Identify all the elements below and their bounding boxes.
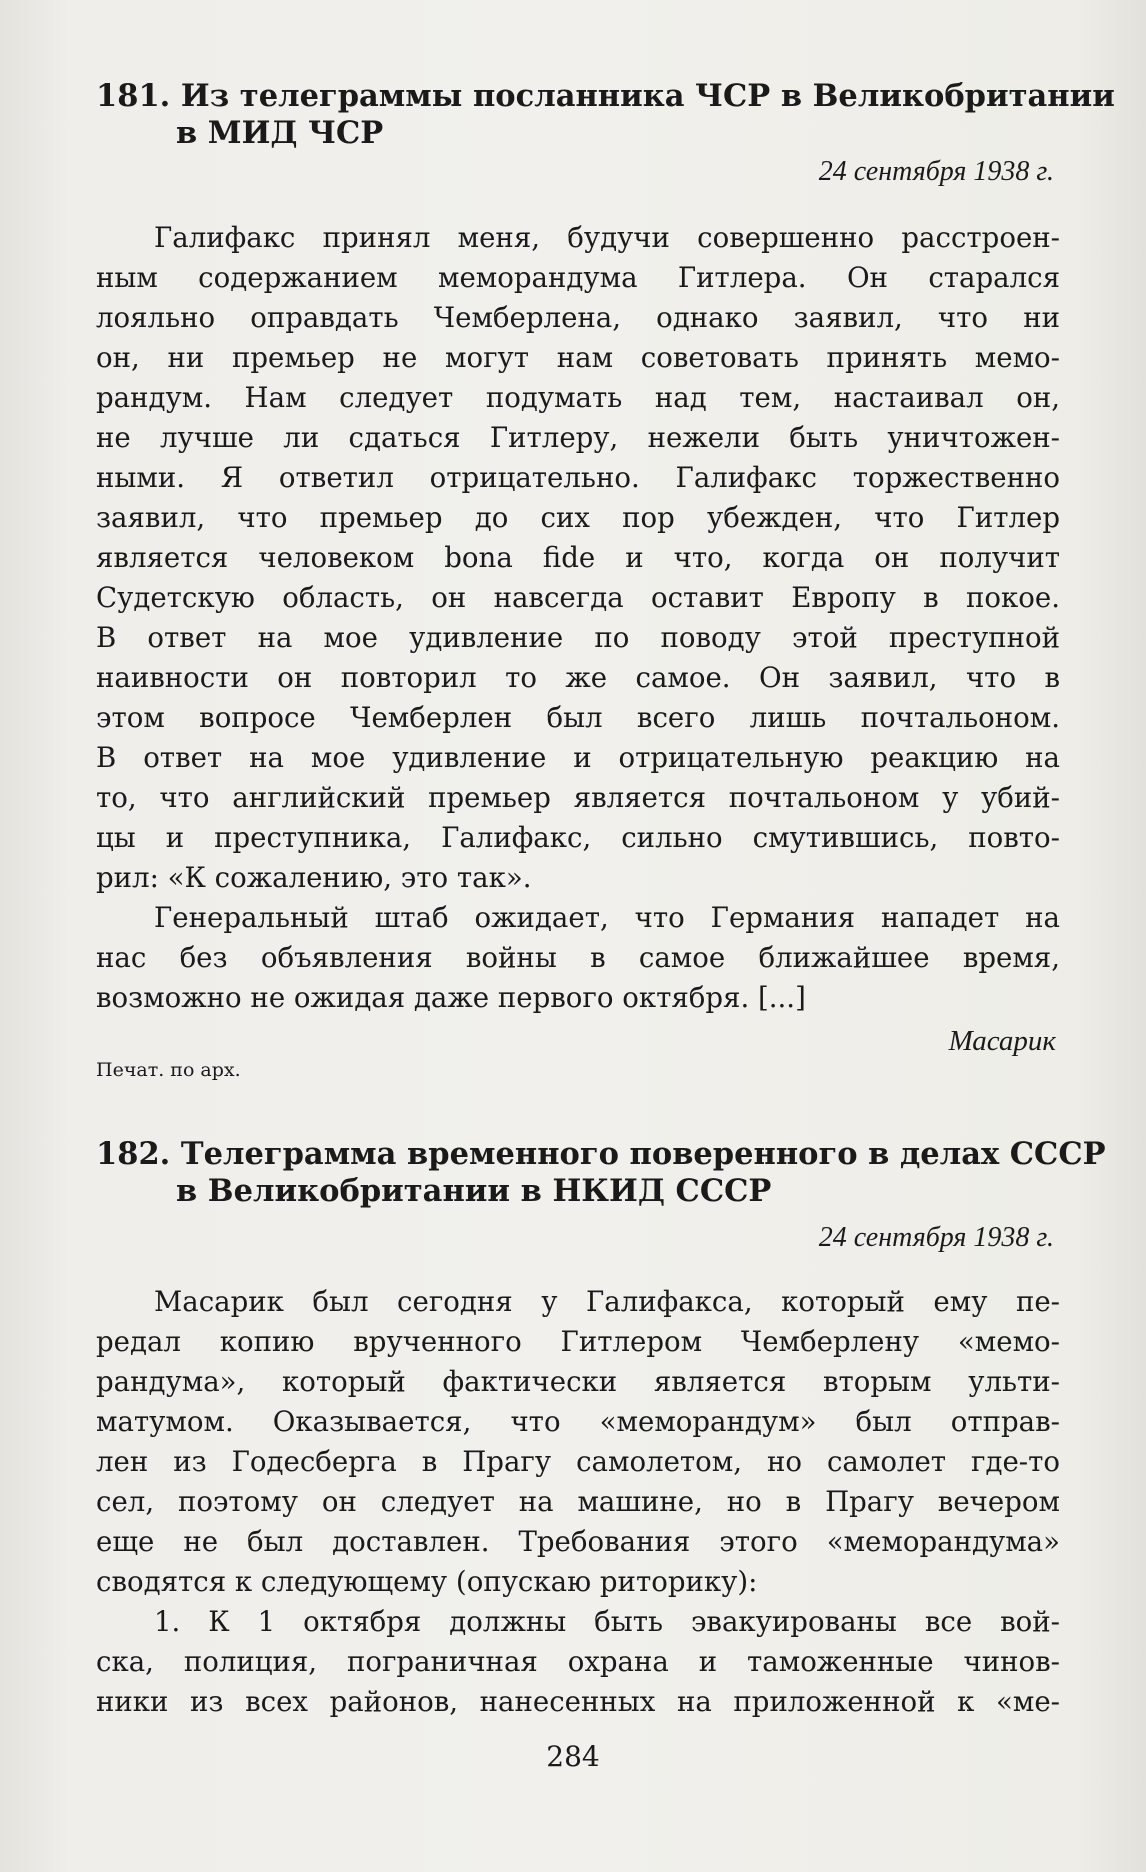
text-line: возможно не ожидая даже первого октября. [...] — [96, 981, 806, 1014]
text-line: 1. К 1 октября должны быть эвакуированы все вой- — [154, 1605, 1060, 1638]
doc-182-heading — [96, 1136, 1106, 1210]
text-line: сводятся к следующему (опускаю риторику): — [96, 1565, 758, 1598]
doc-181-date: 24 сентября 1938 г. — [818, 156, 1054, 187]
text-line: ска, полиция, пограничная охрана и таможенные чинов- — [96, 1645, 1060, 1678]
doc-181-heading-line-1: 181. Из телеграммы посланника ЧСР в Великобритании — [96, 78, 1115, 114]
text-line: цы и преступника, Галифакс, сильно смутившись, повто- — [96, 821, 1060, 854]
text-column — [96, 78, 1115, 1722]
text-line: не лучше ли сдаться Гитлеру, нежели быть уничтожен- — [96, 421, 1060, 454]
text-line: рандум. Нам следует подумать над тем, настаивал он, — [96, 381, 1060, 414]
text-line: нас без объявления войны в самое ближайшее время, — [96, 941, 1060, 974]
doc-181-signature: Масарик — [948, 1025, 1056, 1057]
text-line: В ответ на мое удивление по поводу этой преступной — [96, 621, 1060, 654]
text-line: то, что английский премьер является почтальоном у убий- — [96, 781, 1060, 814]
text-line: В ответ на мое удивление и отрицательную реакцию на — [96, 741, 1060, 774]
doc-182-paragraph-2 — [96, 1602, 1060, 1722]
text-line: рил: «К сожалению, это так». — [96, 861, 532, 894]
text-line: ными. Я ответил отрицательно. Галифакс торжественно — [96, 461, 1060, 494]
doc-182-heading-line-1: 182. Телеграмма временного поверенного в делах СССР — [96, 1136, 1106, 1172]
page-number: 284 — [546, 1740, 600, 1773]
doc-181-source-note: Печат. по арх. — [96, 1059, 241, 1081]
text-line: ники из всех районов, нанесенных на приложенной к «ме- — [96, 1685, 1060, 1718]
doc-181-heading — [96, 78, 1115, 152]
text-line: ным содержанием меморандума Гитлера. Он старался — [96, 261, 1060, 294]
text-line: он, ни премьер не могут нам советовать принять мемо- — [96, 341, 1060, 374]
text-line: Судетскую область, он навсегда оставит Европу в покое. — [96, 581, 1060, 614]
doc-182-paragraph-1 — [96, 1282, 1060, 1602]
doc-182-date: 24 сентября 1938 г. — [818, 1222, 1054, 1253]
text-line: Масарик был сегодня у Галифакса, который ему пе- — [154, 1285, 1060, 1318]
text-line: наивности он повторил то же самое. Он заявил, что в — [96, 661, 1060, 694]
text-line: лен из Годесберга в Прагу самолетом, но самолет где-то — [96, 1445, 1060, 1478]
text-line: является человеком bona fide и что, когда он получит — [96, 541, 1060, 574]
doc-181-paragraph-2 — [96, 898, 1060, 1018]
text-line: заявил, что премьер до сих пор убежден, что Гитлер — [96, 501, 1060, 534]
doc-181-heading-line-2: в МИД ЧСР — [176, 115, 384, 151]
text-line: Генеральный штаб ожидает, что Германия нападет на — [154, 901, 1060, 934]
text-line: лояльно оправдать Чемберлена, однако заявил, что ни — [96, 301, 1060, 334]
text-line: Галифакс принял меня, будучи совершенно расстроен- — [154, 221, 1060, 254]
text-line: этом вопросе Чемберлен был всего лишь почтальоном. — [96, 701, 1060, 734]
doc-182-heading-line-2: в Великобритании в НКИД СССР — [176, 1173, 772, 1209]
text-line: рандума», который фактически является вторым ульти- — [96, 1365, 1060, 1398]
text-line: матумом. Оказывается, что «меморандум» был отправ- — [96, 1405, 1060, 1438]
text-line: редал копию врученного Гитлером Чемберлену «мемо- — [96, 1325, 1060, 1358]
text-line: еще не был доставлен. Требования этого «меморандума» — [96, 1525, 1060, 1558]
text-line: сел, поэтому он следует на машине, но в Прагу вечером — [96, 1485, 1060, 1518]
doc-181-paragraph-1 — [96, 218, 1060, 898]
